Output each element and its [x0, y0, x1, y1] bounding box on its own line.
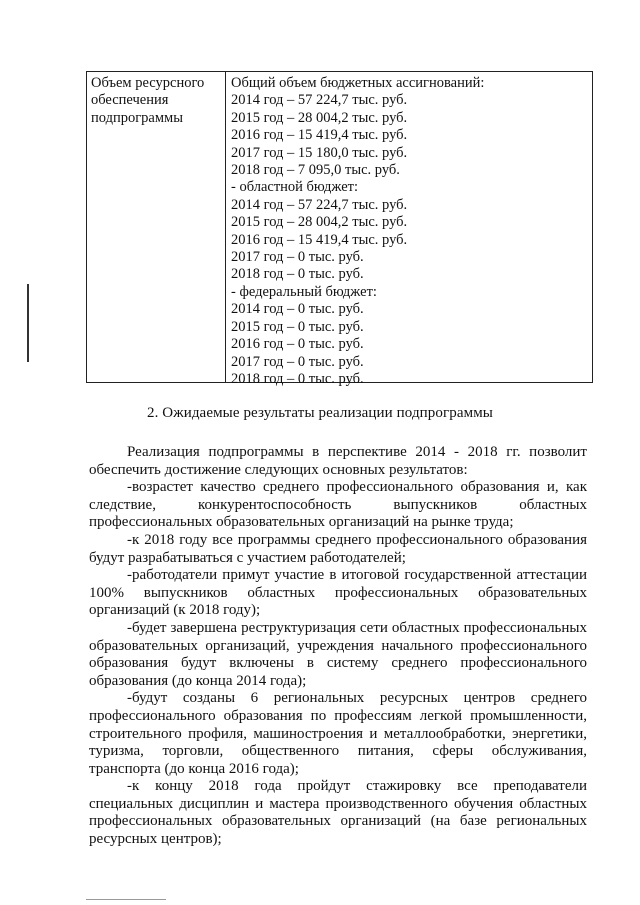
scan-margin-mark: [27, 284, 29, 362]
table-label-cell: [91, 75, 223, 127]
result-item: -будут созданы 6 региональных ресурсных центров среднего профессионального образования по профессиям легкой промышленности, строительного профиля, машиностроения и металлообработки, энергетики, туризма, торговли, общественного питания, сферы обслуживания, транспорта (до конца 2016 года);: [89, 690, 587, 777]
budget-line: 2016 год – 15 419,4 тыс. руб.: [231, 231, 408, 248]
label-line: подпрограммы: [91, 109, 183, 126]
bottom-rule: [86, 899, 166, 900]
budget-line: 2018 год – 0 тыс. руб.: [231, 370, 364, 387]
budget-line: 2017 год – 0 тыс. руб.: [231, 353, 364, 370]
result-item: -возрастет качество среднего профессионального образования и, как следствие, конкурентоспособность выпускников областных профессиональных образовательных организаций на рынке труда;: [89, 479, 587, 531]
budget-line: 2014 год – 57 224,7 тыс. руб.: [231, 196, 408, 213]
budget-line: 2014 год – 57 224,7 тыс. руб.: [231, 92, 408, 109]
section-heading: 2. Ожидаемые результаты реализации подпрограммы: [147, 405, 493, 421]
budget-line: 2015 год – 28 004,2 тыс. руб.: [231, 109, 408, 126]
budget-line: 2016 год – 0 тыс. руб.: [231, 336, 364, 353]
budget-line: 2017 год – 15 180,0 тыс. руб.: [231, 144, 408, 161]
result-item: -работодатели примут участие в итоговой государственной аттестации 100% выпускников областных профессиональных образовательных организаций (к 2018 году);: [89, 567, 587, 619]
result-item: -к концу 2018 года пройдут стажировку все преподаватели специальных дисциплин и мастера производственного обучения областных профессиональных образовательных организаций (на базе региональных ресурсных центров);: [89, 778, 587, 848]
federal-budget-heading: - федеральный бюджет:: [231, 283, 377, 300]
label-line: обеспечения: [91, 92, 169, 109]
budget-line: 2018 год – 0 тыс. руб.: [231, 266, 364, 283]
table-value-cell: [231, 75, 591, 388]
budget-line: 2015 год – 0 тыс. руб.: [231, 318, 364, 335]
regional-budget-heading: - областной бюджет:: [231, 179, 359, 196]
budget-line: 2016 год – 15 419,4 тыс. руб.: [231, 127, 408, 144]
result-item: -к 2018 году все программы среднего профессионального образования будут разрабатываться с участием работодателей;: [89, 531, 587, 566]
table-column-divider: [225, 72, 226, 382]
expected-results-text: [89, 444, 587, 849]
budget-line: 2017 год – 0 тыс. руб.: [231, 249, 364, 266]
budget-line: 2014 год – 0 тыс. руб.: [231, 301, 364, 318]
budget-line: 2015 год – 28 004,2 тыс. руб.: [231, 214, 408, 231]
total-budget-heading: Общий объем бюджетных ассигнований:: [231, 75, 485, 91]
result-item: -будет завершена реструктуризация сети областных профессиональных образовательных организаций, учреждения начального профессионального образования будут включены в систему среднего профессионального образования (до конца 2014 года);: [89, 619, 587, 689]
intro-paragraph: Реализация подпрограммы в перспективе 2014 - 2018 гг. позволит обеспечить достижение следующих основных результатов:: [89, 444, 587, 478]
resource-provision-table: [86, 71, 593, 387]
label-line: Объем ресурсного: [91, 75, 205, 91]
budget-line: 2018 год – 7 095,0 тыс. руб.: [231, 162, 400, 179]
